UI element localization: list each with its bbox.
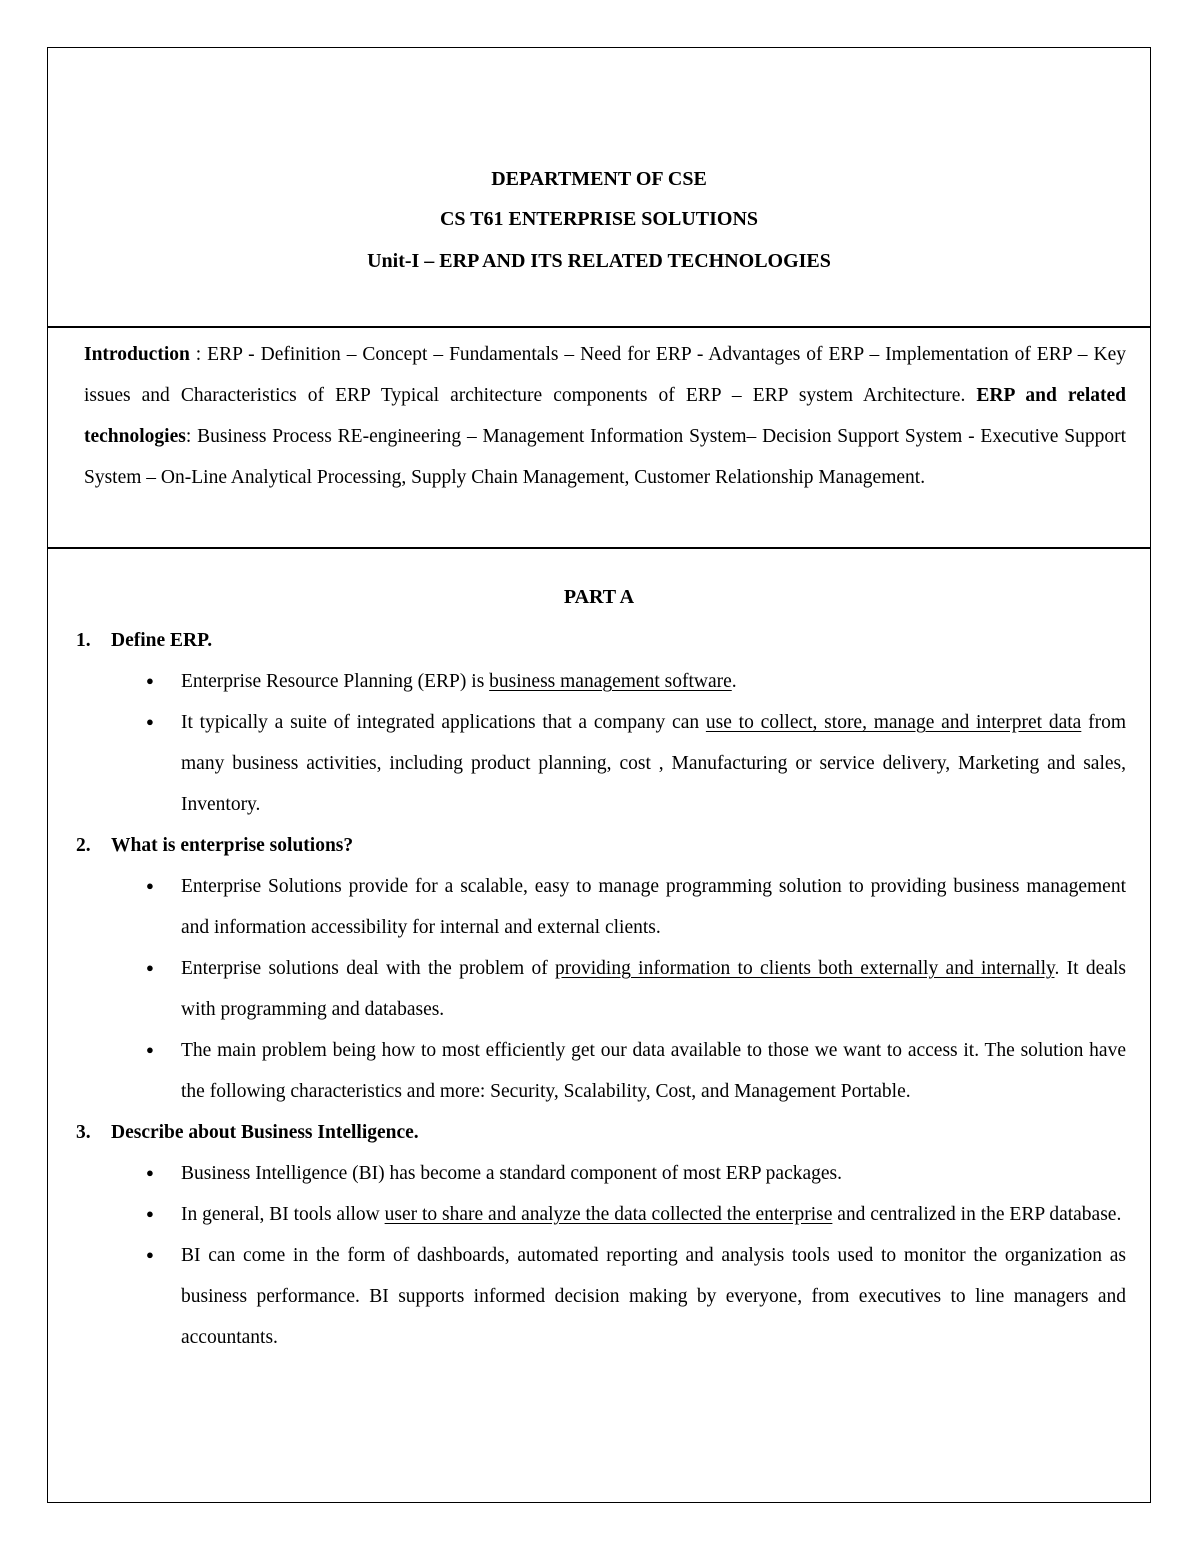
syllabus-box: [84, 334, 1126, 498]
answer-item: [76, 1030, 1126, 1112]
related-text: : Business Process RE-engineering – Management Information System– Decision Support System - Executive Support System – On-Line Analytical Processing, Supply Chain Management, Customer Relationship Management.: [84, 426, 1126, 488]
bullet-icon: [146, 866, 154, 908]
answer-text: Enterprise solutions deal with the problem of: [181, 958, 556, 979]
intro-label: Introduction: [84, 344, 190, 365]
bullet-icon: [146, 1030, 154, 1072]
question-2: [76, 825, 1126, 1112]
bullet-icon: [146, 948, 154, 990]
answer-text: Business Intelligence (BI) has become a standard component of most ERP packages.: [181, 1163, 843, 1184]
question-number: 2.: [76, 835, 91, 856]
question-1: [76, 620, 1126, 825]
answer-item: [76, 661, 1126, 702]
answer-text: In general, BI tools allow: [181, 1204, 385, 1225]
question-title: [76, 825, 1126, 866]
syllabus-bottom-rule: [47, 547, 1151, 549]
bullet-icon: [146, 702, 154, 744]
question-3: [76, 1112, 1126, 1358]
part-a-title: PART A: [563, 586, 635, 608]
question-text: Describe about Business Intelligence.: [111, 1122, 419, 1143]
answer-item: [76, 1194, 1126, 1235]
answer-list: [76, 1153, 1126, 1358]
bullet-icon: [146, 1235, 154, 1277]
question-text: What is enterprise solutions?: [111, 835, 354, 856]
answer-text: The main problem being how to most efficiently get our data available to those we want to access it. The solution have the following characteristics and more: Security, Scalability, Cost, and Management Portable.: [181, 1040, 1126, 1102]
answer-text: Enterprise Resource Planning (ERP) is: [181, 671, 490, 692]
answer-text: BI can come in the form of dashboards, automated reporting and analysis tools used to monitor the organization as business performance. BI supports informed decision making by everyone, from executives to line managers and accountants.: [181, 1245, 1126, 1348]
related-label: ERP and related technologies: [84, 385, 1127, 447]
question-list: [76, 620, 1126, 1358]
answer-list: [76, 866, 1126, 1112]
answer-item: [76, 1235, 1126, 1358]
bullet-icon: [146, 1153, 154, 1195]
bullet-icon: [146, 1194, 154, 1236]
underlined-text: providing information to clients both externally and internally: [555, 958, 1055, 979]
question-number: 3.: [76, 1122, 91, 1143]
answer-item: [76, 702, 1126, 825]
unit-title: Unit-I – ERP AND ITS RELATED TECHNOLOGIES: [367, 250, 831, 272]
answer-item: [76, 866, 1126, 948]
underlined-text: business management software: [489, 671, 732, 692]
question-title: [76, 1112, 1126, 1153]
answer-text: It typically a suite of integrated applications that a company can: [181, 712, 706, 733]
question-title: [76, 620, 1126, 661]
underlined-text: user to share and analyze the data collected the enterprise: [384, 1204, 833, 1225]
question-text: Define ERP.: [111, 630, 213, 651]
answer-text: Enterprise Solutions provide for a scalable, easy to manage programming solution to providing business management and information accessibility for internal and external clients.: [181, 876, 1126, 938]
underlined-text: use to collect, store, manage and interpret data: [705, 712, 1082, 733]
answer-text: . It deals with programming and databases.: [181, 958, 1126, 1020]
question-number: 1.: [76, 630, 91, 651]
answer-text: from many business activities, including product planning, cost , Manufacturing or service delivery, Marketing and sales, Inventory.: [181, 712, 1126, 815]
answer-item: [76, 948, 1126, 1030]
answer-list: [76, 661, 1126, 825]
intro-text: : ERP - Definition – Concept – Fundamentals – Need for ERP - Advantages of ERP – Implementation of ERP – Key issues and Characteristics of ERP Typical architecture components of ERP – ERP system Architecture.: [84, 344, 1126, 406]
bullet-icon: [146, 661, 154, 703]
syllabus-top-rule: [47, 326, 1151, 328]
course-title: CS T61 ENTERPRISE SOLUTIONS: [439, 208, 759, 230]
answer-text: .: [731, 671, 737, 692]
answer-text: and centralized in the ERP database.: [832, 1204, 1122, 1225]
department-title: DEPARTMENT OF CSE: [491, 168, 707, 190]
answer-item: [76, 1153, 1126, 1194]
